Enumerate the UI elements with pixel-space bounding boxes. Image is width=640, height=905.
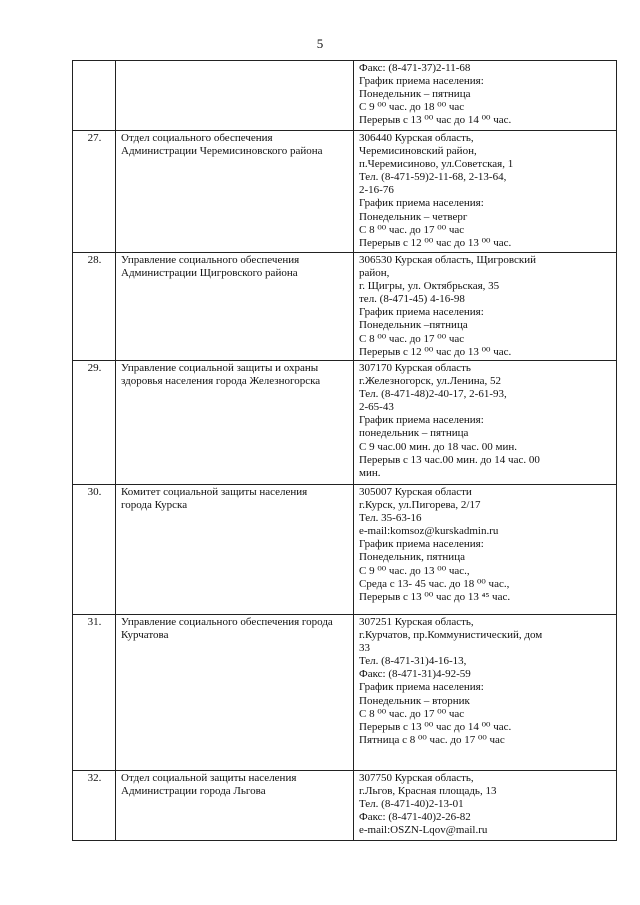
table-row	[73, 131, 617, 253]
institution-name-cell	[116, 771, 354, 841]
contact-info-line: 306440 Курская область,	[359, 132, 474, 144]
contact-info-cell	[354, 485, 617, 615]
contact-info-line: График приема населения:	[359, 197, 484, 210]
institution-name-cell	[116, 61, 354, 131]
contact-info-cell	[354, 771, 617, 841]
table-row	[73, 771, 617, 841]
contact-info-line: График приема населения:	[359, 306, 484, 319]
contact-info-line: г. Щигры, ул. Октябрьская, 35	[359, 280, 500, 293]
row-number-cell	[73, 485, 116, 615]
contact-info-line: 33	[359, 642, 370, 655]
contact-info-line: Тел. (8-471-48)2-40-17, 2-61-93,	[359, 388, 507, 401]
row-number-cell	[73, 615, 116, 771]
contact-info-line: Перерыв с 13 ⁰⁰ час до 13 ⁴⁵ час.	[359, 590, 511, 603]
contact-info-line: Среда с 13- 45 час. до 18 ⁰⁰ час.,	[359, 577, 510, 590]
institution-name-cell	[116, 253, 354, 361]
contact-info-line: С 8 ⁰⁰ час. до 17 ⁰⁰ час	[359, 332, 465, 345]
contact-info-line: График приема населения:	[359, 414, 484, 427]
contact-info-line: г.Курск, ул.Пигорева, 2/17	[359, 499, 481, 512]
institution-name-cell	[116, 485, 354, 615]
institution-name: Отдел социального обеспечения Администрации Черемисиновского района	[121, 132, 323, 158]
contact-info-line: С 9 ⁰⁰ час. до 13 ⁰⁰ час.,	[359, 564, 470, 577]
contact-info-line: График приема населения:	[359, 75, 484, 88]
contact-info-cell	[354, 61, 617, 131]
contact-info-line: С 8 ⁰⁰ час. до 17 ⁰⁰ час	[359, 223, 465, 236]
contact-info-line: г.Железногорск, ул.Ленина, 52	[359, 375, 501, 388]
contact-info-line: 2-65-43	[359, 401, 394, 414]
institution-name-cell	[116, 615, 354, 771]
contact-info-line: С 8 ⁰⁰ час. до 17 ⁰⁰ час	[359, 707, 465, 720]
contact-info-line: Понедельник – вторник	[359, 694, 470, 707]
contact-info-line: мин.	[359, 466, 381, 479]
contact-info-line: Понедельник – пятница	[359, 88, 471, 101]
institution-name: Управление социального обеспечения города Курчатова	[121, 616, 333, 642]
contact-info-line: понедельник – пятница	[359, 427, 469, 440]
institutions-table	[72, 60, 617, 841]
contact-info-line: Тел. 35-63-16	[359, 512, 422, 525]
contact-info-line: г.Курчатов, пр.Коммунистический, дом	[359, 629, 543, 642]
table-row	[73, 485, 617, 615]
contact-info-line: г.Льгов, Красная площадь, 13	[359, 785, 497, 798]
contact-info-line: Понедельник – четверг	[359, 210, 468, 223]
contact-info-line: График приема населения:	[359, 538, 484, 551]
contact-info-line: Факс: (8-471-37)2-11-68	[359, 62, 471, 74]
contact-info-line: 307251 Курская область,	[359, 616, 474, 628]
table-row	[73, 615, 617, 771]
contact-info-line: График приема населения:	[359, 681, 484, 694]
row-number-cell	[73, 253, 116, 361]
institution-name: Управление социальной защиты и охраны здоровья населения города Железногорска	[121, 362, 321, 388]
contact-info-line: Черемисиновский район,	[359, 145, 477, 158]
contact-info-line: Перерыв с 13 час.00 мин. до 14 час. 00	[359, 453, 540, 466]
contact-info-line: 306530 Курская область, Щигровский	[359, 254, 537, 266]
contact-info-line: e-mail:komsoz@kurskadmin.ru	[359, 525, 499, 538]
contact-info-cell	[354, 615, 617, 771]
row-number-cell	[73, 61, 116, 131]
row-number: 29.	[87, 362, 102, 374]
contact-info-line: Пятница с 8 ⁰⁰ час. до 17 ⁰⁰ час	[359, 733, 505, 746]
row-number: 27.	[87, 132, 102, 144]
institution-name: Управление социального обеспечения Администрации Щигровского района	[121, 254, 300, 280]
institution-name: Отдел социальной защиты населения Администрации города Льгова	[121, 772, 297, 798]
contact-info-line: Понедельник, пятница	[359, 551, 465, 564]
row-number: 32.	[87, 772, 102, 784]
table-row	[73, 253, 617, 361]
contact-info-line: Перерыв с 13 ⁰⁰ час до 14 ⁰⁰ час.	[359, 720, 512, 733]
contact-info-line: Тел. (8-471-59)2-11-68, 2-13-64,	[359, 171, 507, 184]
row-number: 30.	[87, 486, 102, 498]
row-number: 31.	[87, 616, 102, 628]
table-row	[73, 61, 617, 131]
contact-info-cell	[354, 131, 617, 253]
contact-info-line: Понедельник –пятница	[359, 319, 468, 332]
page-number: 5	[316, 36, 324, 51]
institution-name-cell	[116, 131, 354, 253]
contact-info-cell	[354, 253, 617, 361]
contact-info-line: 305007 Курская области	[359, 486, 472, 498]
row-number-cell	[73, 771, 116, 841]
contact-info-line: e-mail:OSZN-Lqov@mail.ru	[359, 824, 488, 837]
contact-info-line: Перерыв с 12 ⁰⁰ час до 13 ⁰⁰ час.	[359, 345, 512, 358]
contact-info-line: тел. (8-471-45) 4-16-98	[359, 293, 465, 306]
institution-name: Комитет социальной защиты населения города Курска	[121, 486, 308, 512]
contact-info-line: Тел. (8-471-31)4-16-13,	[359, 655, 467, 668]
contact-info-line: п.Черемисиново, ул.Советская, 1	[359, 158, 514, 171]
table-row	[73, 361, 617, 485]
contact-info-line: Перерыв с 13 ⁰⁰ час до 14 ⁰⁰ час.	[359, 114, 512, 127]
row-number-cell	[73, 361, 116, 485]
contact-info-line: район,	[359, 267, 390, 280]
contact-info-line: Факс: (8-471-40)2-26-82	[359, 811, 471, 824]
institution-name-cell	[116, 361, 354, 485]
contact-info-line: С 9 ⁰⁰ час. до 18 ⁰⁰ час	[359, 101, 465, 114]
contact-info-line: 307750 Курская область,	[359, 772, 474, 784]
institutions-table-body	[73, 61, 617, 841]
contact-info-line: Тел. (8-471-40)2-13-01	[359, 798, 464, 811]
row-number: 28.	[87, 254, 102, 266]
contact-info-line: 307170 Курская область	[359, 362, 471, 374]
contact-info-line: Факс: (8-471-31)4-92-59	[359, 668, 471, 681]
contact-info-line: С 9 час.00 мин. до 18 час. 00 мин.	[359, 440, 517, 453]
contact-info-cell	[354, 361, 617, 485]
contact-info-line: Перерыв с 12 ⁰⁰ час до 13 ⁰⁰ час.	[359, 236, 512, 249]
contact-info-line: 2-16-76	[359, 184, 394, 197]
row-number-cell	[73, 131, 116, 253]
